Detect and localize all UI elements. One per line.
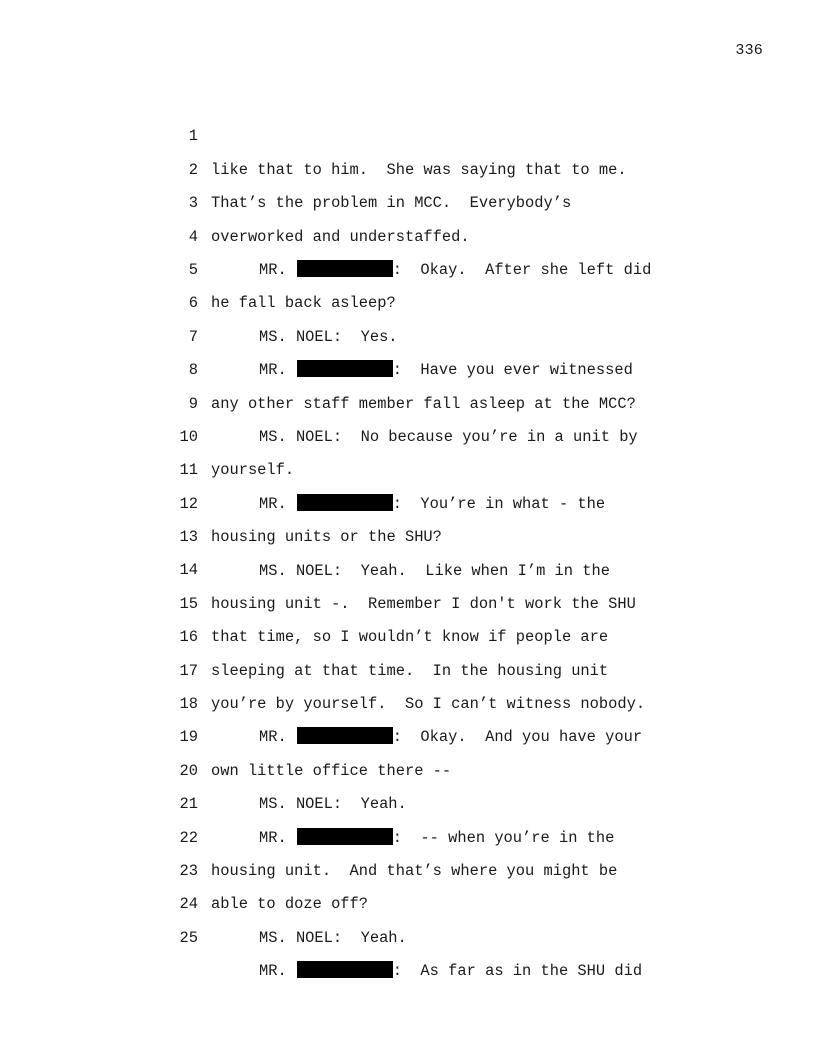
line-number: 23 <box>179 862 198 880</box>
line-number: 6 <box>188 294 198 313</box>
line-number: 22 <box>179 828 198 847</box>
speaker-label: MR. <box>259 494 287 513</box>
line-text: like that to him. She was saying that to me. <box>211 160 627 179</box>
line-number: 7 <box>188 327 198 346</box>
line-number: 18 <box>179 695 198 714</box>
line-number: 9 <box>188 394 198 413</box>
line-number: 2 <box>188 160 198 179</box>
line-text: housing units or the SHU? <box>211 528 442 547</box>
line-text: sleeping at that time. In the housing unit <box>211 661 609 680</box>
line-text: : -- when you’re in the <box>392 828 615 847</box>
line-number: 3 <box>188 194 198 213</box>
line-text: That’s the problem in MCC. Everybody’s <box>211 194 572 213</box>
line-text: MS. NOEL: Yeah. Like when I’m in the <box>259 561 610 580</box>
speaker-label: MR. <box>259 361 287 380</box>
line-text: he fall back asleep? <box>211 294 396 313</box>
speaker-line <box>259 955 642 988</box>
line-number: 24 <box>179 895 198 914</box>
line-number: 16 <box>179 628 198 647</box>
redacted-name <box>297 961 393 978</box>
line-number: 21 <box>179 795 198 814</box>
line-number: 15 <box>179 594 198 613</box>
speaker-label: MR. <box>259 828 287 847</box>
line-text: : You’re in what - the <box>392 494 606 513</box>
line-number: 1 <box>188 127 198 146</box>
line-text: any other staff member fall asleep at the MCC? <box>211 394 636 413</box>
page-number: 336 <box>735 42 763 59</box>
line-text: MS. NOEL: Yes. <box>259 327 398 346</box>
line-text: : Have you ever witnessed <box>392 361 633 380</box>
speaker-label: MR. <box>259 728 287 747</box>
line-text: MS. NOEL: No because you’re in a unit by <box>259 427 638 446</box>
line-text: : As far as in the SHU did <box>392 962 643 981</box>
line-number: 5 <box>188 260 198 279</box>
line-text: that time, so I wouldn’t know if people are <box>211 628 609 647</box>
line-text: yourself. <box>211 461 295 480</box>
line-text: : Okay. After she left did <box>392 260 652 279</box>
line-text: own little office there -- <box>211 761 452 780</box>
speaker-label: MR. <box>259 260 287 279</box>
line-number: 11 <box>179 461 198 480</box>
transcript-line <box>0 87 816 179</box>
transcript-body <box>0 87 816 981</box>
line-text: housing unit. And that’s where you might be <box>211 862 618 881</box>
line-text: MS. NOEL: Yeah. <box>259 795 407 814</box>
line-text: able to doze off? <box>211 895 369 914</box>
line-number: 20 <box>179 761 198 780</box>
line-text: : Okay. And you have your <box>392 728 643 747</box>
line-number: 25 <box>179 928 198 947</box>
line-number: 12 <box>179 494 198 513</box>
line-number: 17 <box>179 661 198 680</box>
line-text: MS. NOEL: Yeah. <box>259 928 407 947</box>
line-text: housing unit -. Remember I don't work the SHU <box>211 594 636 613</box>
line-number: 13 <box>179 528 198 547</box>
line-text: you’re by yourself. So I can’t witness nobody. <box>211 695 646 714</box>
line-number: 8 <box>188 361 198 380</box>
line-number: 10 <box>179 427 198 446</box>
line-number: 14 <box>179 561 198 580</box>
speaker-label: MR. <box>259 962 287 981</box>
line-text: overworked and understaffed. <box>211 227 470 246</box>
line-number: 19 <box>179 728 198 747</box>
line-number: 4 <box>188 227 198 246</box>
